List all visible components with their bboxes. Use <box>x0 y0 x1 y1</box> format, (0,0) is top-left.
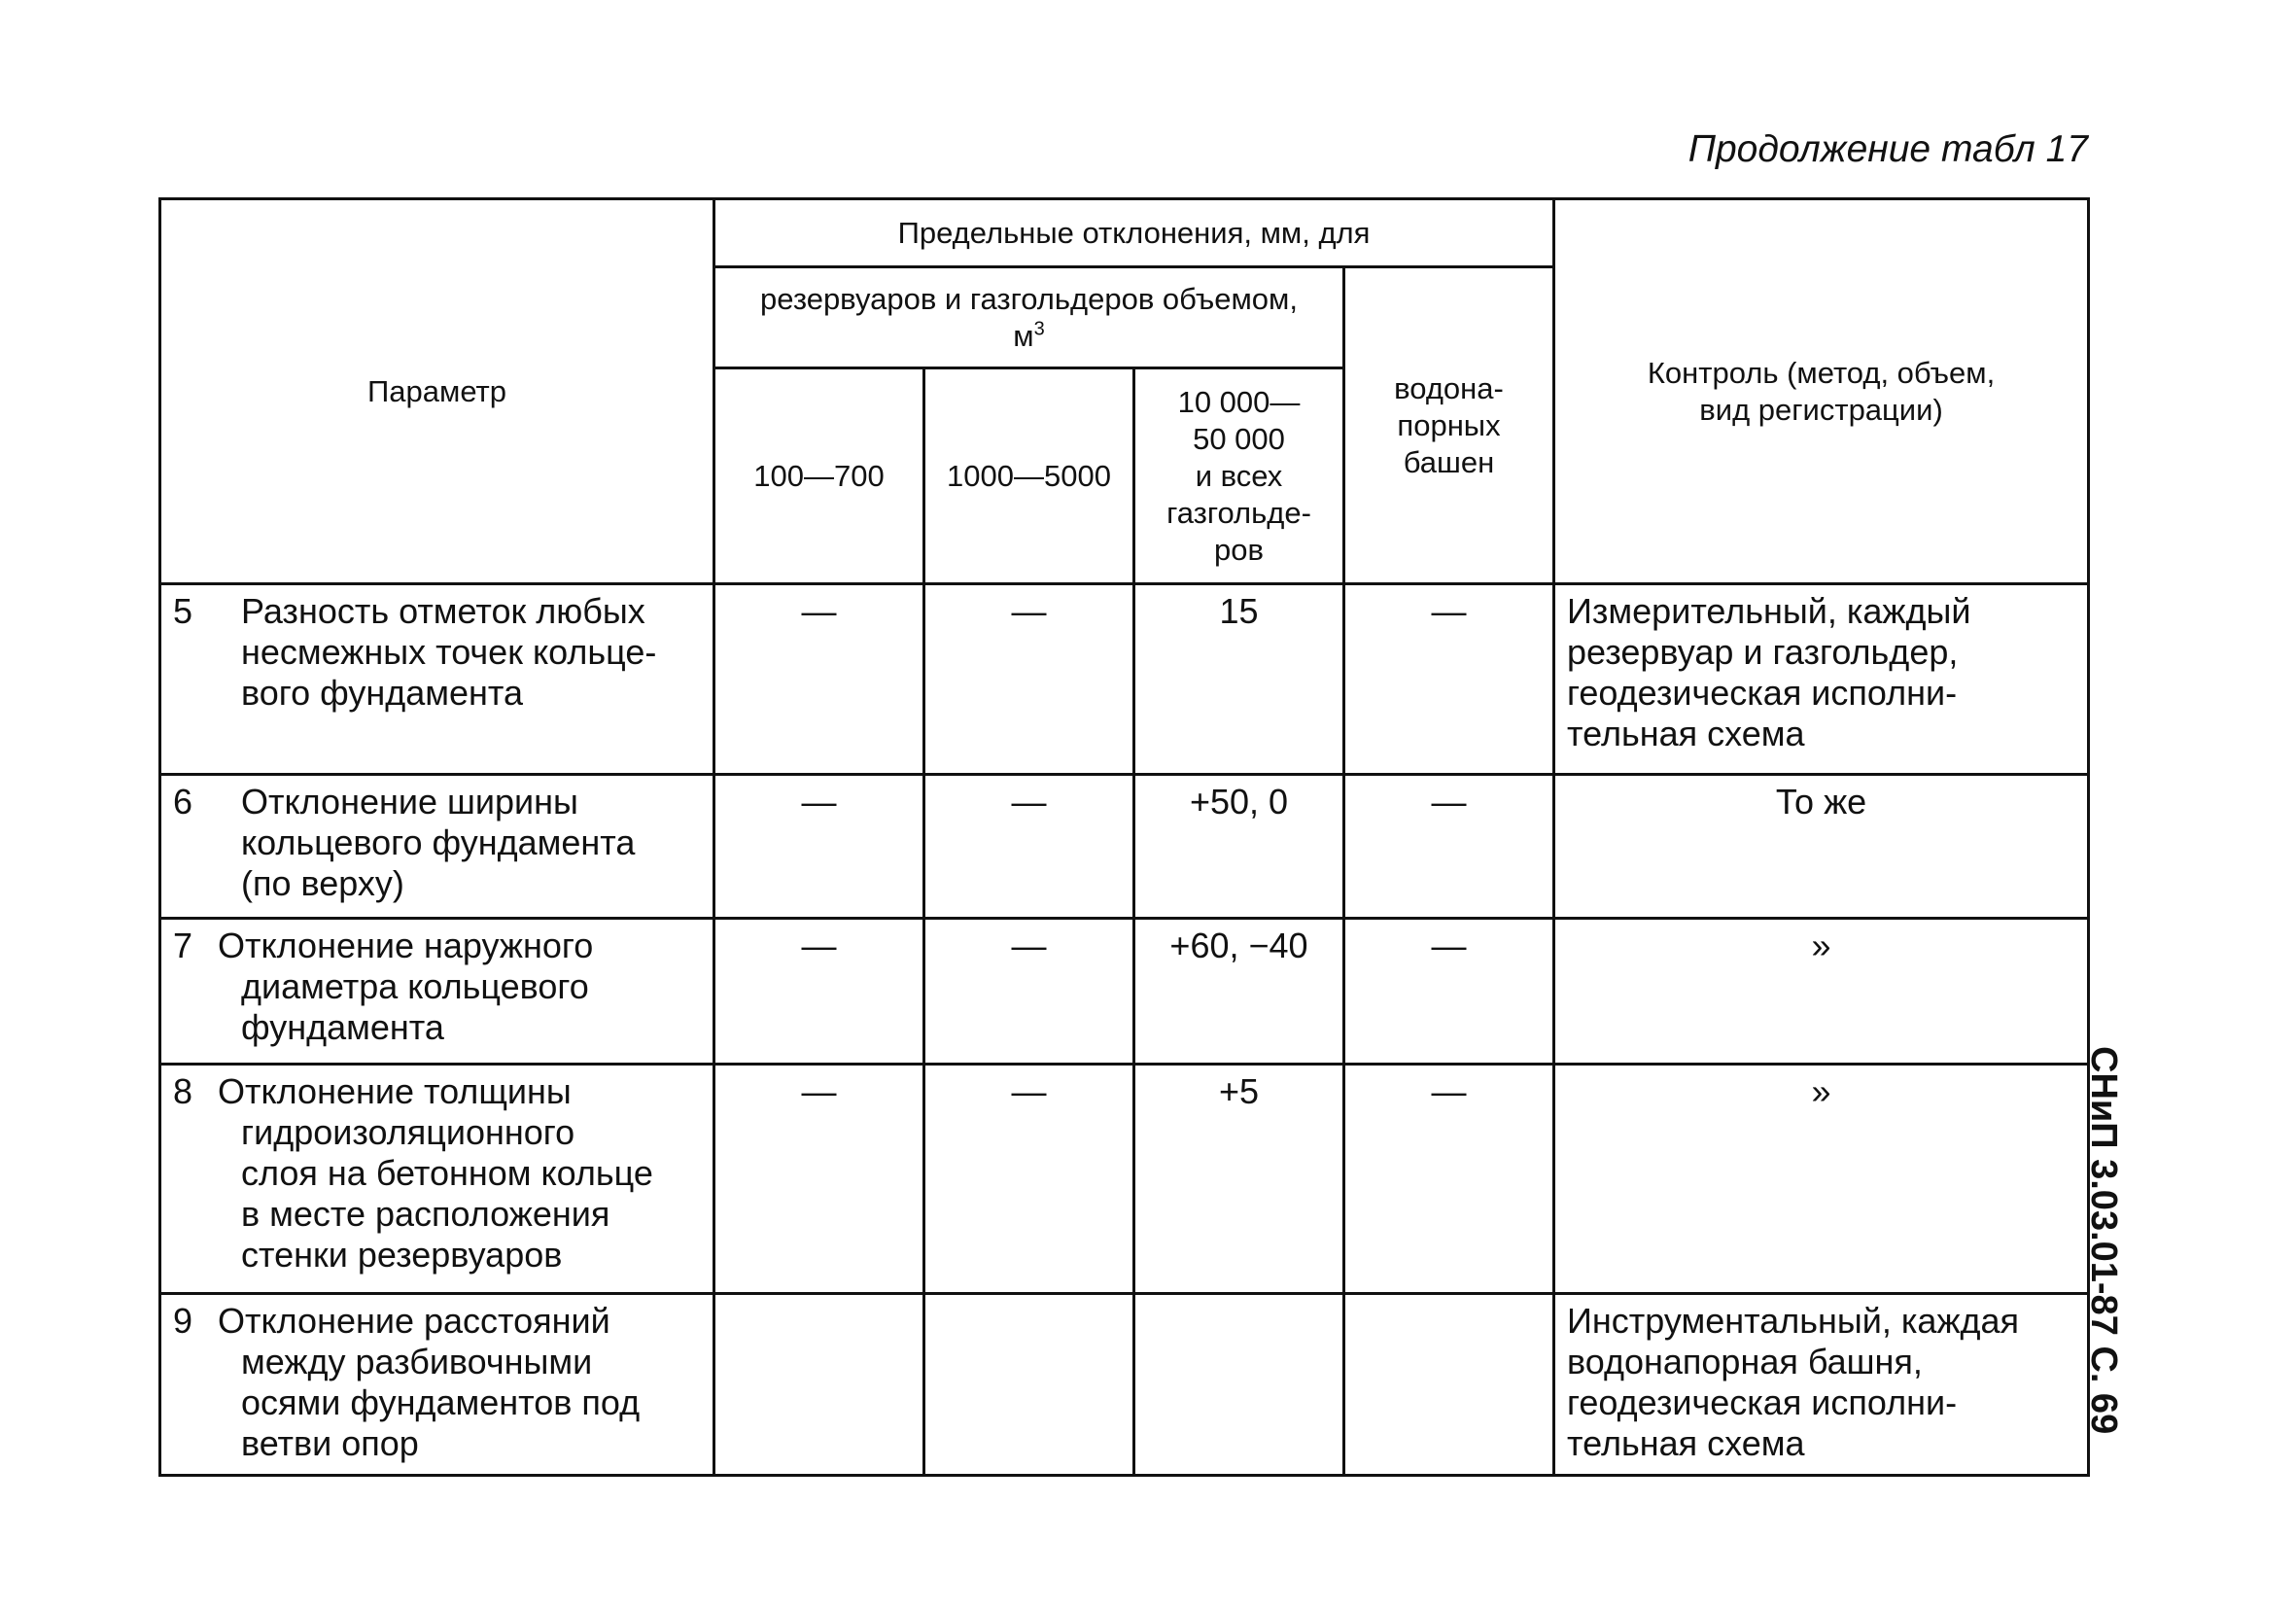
parameter-line: несмежных точек кольце- <box>241 632 657 672</box>
parameter-line: осями фундаментов под <box>241 1382 641 1422</box>
row-number: 6 <box>173 782 193 821</box>
header-tanks-unit: м <box>1013 318 1034 353</box>
header-tanks-unit-power: 3 <box>1033 318 1045 340</box>
control-line: геодезическая исполни- <box>1567 673 1958 713</box>
value-water-towers: — <box>1344 584 1554 775</box>
header-tanks <box>714 267 1344 368</box>
parameter-line: гидроизоляционного <box>241 1112 575 1152</box>
header-control-line: Контроль (метод, объем, <box>1647 355 1996 390</box>
value-100-700: — <box>714 584 924 775</box>
control-line: » <box>1811 926 1831 965</box>
header-parameter: Параметр <box>160 199 714 584</box>
control-line: тельная схема <box>1567 714 1805 753</box>
header-control <box>1554 199 2089 584</box>
deviation-table <box>158 197 2090 1477</box>
value-water-towers: — <box>1344 1065 1554 1294</box>
header-range-10000-50000 <box>1134 368 1344 584</box>
parameter-line: Отклонение расстояний <box>218 1301 610 1341</box>
value-1000-5000: — <box>924 1065 1134 1294</box>
parameter-cell <box>160 1065 714 1294</box>
value-100-700: — <box>714 1065 924 1294</box>
control-cell <box>1554 919 2089 1065</box>
header-range-1000-5000: 1000—5000 <box>924 368 1134 584</box>
parameter-text <box>173 1301 703 1464</box>
parameter-line: в месте расположения <box>241 1194 610 1234</box>
value-water-towers: — <box>1344 775 1554 919</box>
control-cell <box>1554 1065 2089 1294</box>
header-range3-line: ров <box>1214 532 1264 567</box>
parameter-cell <box>160 919 714 1065</box>
value-100-700 <box>714 1294 924 1476</box>
table-row <box>160 1294 2089 1476</box>
header-range3-line: и всех <box>1195 458 1283 493</box>
header-range-100-700: 100—700 <box>714 368 924 584</box>
parameter-line: между разбивочными <box>241 1342 593 1381</box>
table-row <box>160 584 2089 775</box>
parameter-cell <box>160 1294 714 1476</box>
control-line: тельная схема <box>1567 1423 1805 1463</box>
header-towers-line: водона- <box>1394 370 1504 405</box>
header-control-line: вид регистрации) <box>1699 392 1943 427</box>
control-cell <box>1554 775 2089 919</box>
header-range3-line: 10 000— <box>1177 384 1301 419</box>
row-number: 8 <box>173 1071 193 1111</box>
parameter-cell <box>160 775 714 919</box>
control-line: Инструментальный, каждая <box>1567 1301 2020 1341</box>
row-number: 5 <box>173 591 193 631</box>
header-water-towers <box>1344 267 1554 584</box>
parameter-line: фундамента <box>241 1007 444 1047</box>
value-water-towers <box>1344 1294 1554 1476</box>
parameter-cell <box>160 584 714 775</box>
control-cell <box>1554 584 2089 775</box>
table-row <box>160 1065 2089 1294</box>
parameter-text <box>173 782 703 904</box>
value-10000-50000: +50, 0 <box>1134 775 1344 919</box>
table-row <box>160 919 2089 1065</box>
value-1000-5000: — <box>924 775 1134 919</box>
parameter-line: Разность отметок любых <box>241 591 645 631</box>
parameter-line: кольцевого фундамента <box>241 822 636 862</box>
parameter-line: стенки резервуаров <box>241 1235 563 1275</box>
parameter-line: диаметра кольцевого <box>241 966 589 1006</box>
parameter-text <box>173 591 703 714</box>
control-line: » <box>1811 1071 1831 1111</box>
row-number: 9 <box>173 1301 193 1341</box>
value-10000-50000: +60, −40 <box>1134 919 1344 1065</box>
control-line: водонапорная башня, <box>1567 1342 1923 1381</box>
header-range3-line: газгольде- <box>1166 495 1311 530</box>
header-towers-line: порных <box>1397 407 1501 442</box>
parameter-text <box>173 1071 703 1276</box>
control-line: То же <box>1775 782 1867 821</box>
control-cell <box>1554 1294 2089 1476</box>
value-water-towers: — <box>1344 919 1554 1065</box>
table-row <box>160 775 2089 919</box>
value-10000-50000 <box>1134 1294 1344 1476</box>
parameter-line: слоя на бетонном кольце <box>241 1153 653 1193</box>
parameter-line: Отклонение наружного <box>218 926 594 965</box>
header-tanks-text: резервуаров и газгольдеров объемом, <box>760 281 1298 316</box>
value-100-700: — <box>714 775 924 919</box>
value-1000-5000 <box>924 1294 1134 1476</box>
header-towers-line: башен <box>1403 444 1495 479</box>
parameter-line: Отклонение ширины <box>241 782 578 821</box>
value-1000-5000: — <box>924 584 1134 775</box>
table-caption: Продолжение табл 17 <box>1687 128 2088 170</box>
value-10000-50000: +5 <box>1134 1065 1344 1294</box>
parameter-line: ветви опор <box>241 1423 419 1463</box>
parameter-line: вого фундамента <box>241 673 523 713</box>
control-line: Измерительный, каждый <box>1567 591 1971 631</box>
value-100-700: — <box>714 919 924 1065</box>
row-number: 7 <box>173 926 193 965</box>
control-line: геодезическая исполни- <box>1567 1382 1958 1422</box>
parameter-line: Отклонение толщины <box>218 1071 572 1111</box>
value-1000-5000: — <box>924 919 1134 1065</box>
parameter-text <box>173 926 703 1048</box>
parameter-line: (по верху) <box>241 863 404 903</box>
header-range3-line: 50 000 <box>1193 421 1285 456</box>
header-limits: Предельные отклонения, мм, для <box>714 199 1554 267</box>
page-side-label: СНиП 3.03.01-87 С. 69 <box>2083 1046 2124 1435</box>
control-line: резервуар и газгольдер, <box>1567 632 1959 672</box>
value-10000-50000: 15 <box>1134 584 1344 775</box>
